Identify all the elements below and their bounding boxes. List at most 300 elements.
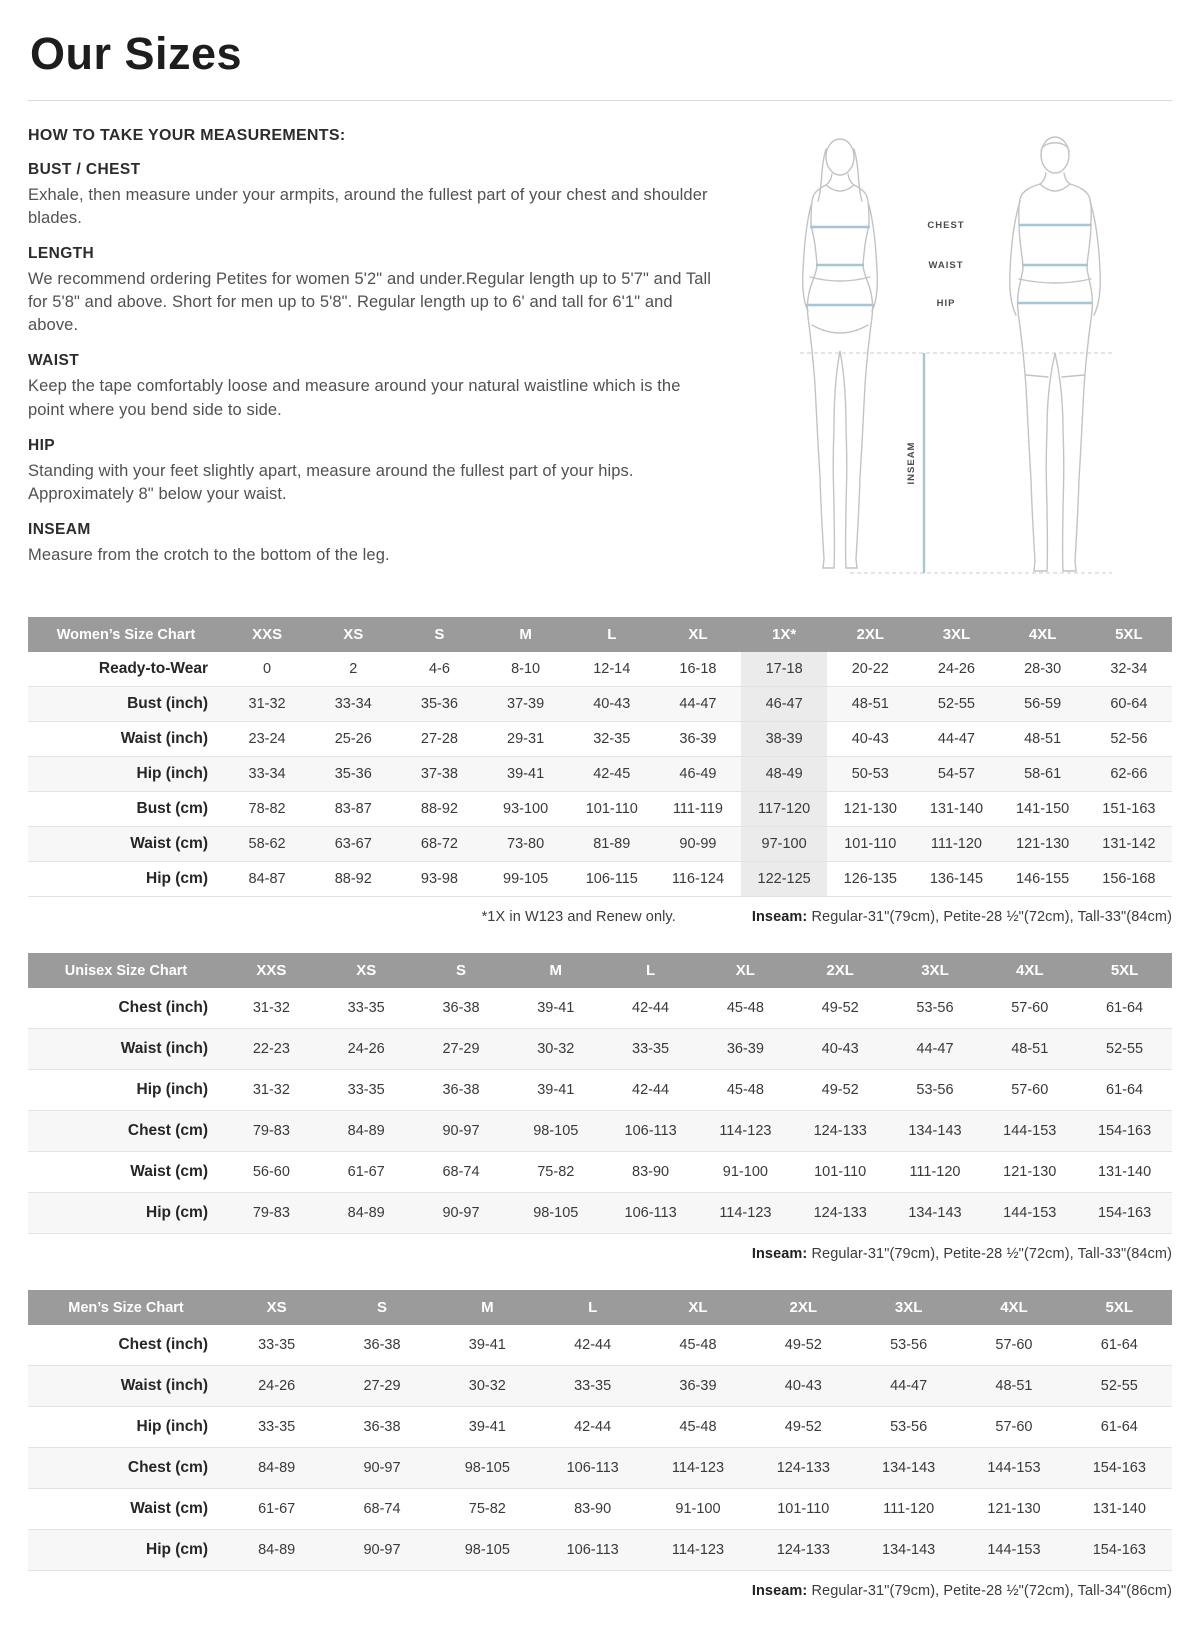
table-header-row xyxy=(28,1290,1172,1325)
size-cell: 31-32 xyxy=(252,1000,290,1016)
table-row xyxy=(28,1366,1172,1407)
column-header: 5XL xyxy=(1067,1290,1172,1325)
one-x-footnote: *1X in W123 and Renew only. xyxy=(481,909,676,925)
size-cell: 144-153 xyxy=(1003,1205,1057,1221)
size-cell: 45-48 xyxy=(679,1337,717,1353)
row-label: Hip (cm) xyxy=(146,870,208,887)
size-cell: 33-35 xyxy=(347,1082,385,1098)
size-cell: 42-44 xyxy=(632,1000,670,1016)
column-header: 4XL xyxy=(1000,617,1086,652)
size-cell: 44-47 xyxy=(937,731,975,747)
size-cell: 42-44 xyxy=(574,1337,612,1353)
size-cell: 90-97 xyxy=(363,1542,401,1558)
column-header: 2XL xyxy=(751,1290,856,1325)
size-cell: 68-74 xyxy=(363,1501,401,1517)
size-cell: 45-48 xyxy=(726,1082,764,1098)
size-cell: 48-51 xyxy=(995,1378,1033,1394)
size-cell: 101-110 xyxy=(844,836,897,852)
column-header: L xyxy=(569,617,655,652)
size-cell: 98-105 xyxy=(533,1205,579,1221)
table-header-row xyxy=(28,617,1172,652)
size-cell: 98-105 xyxy=(464,1542,510,1558)
size-cell: 156-168 xyxy=(1102,871,1156,887)
size-cell: 44-47 xyxy=(890,1378,928,1394)
row-label: Waist (inch) xyxy=(120,730,208,747)
size-cell: 141-150 xyxy=(1016,801,1070,817)
column-header: M xyxy=(435,1290,540,1325)
size-cell: 131-142 xyxy=(1102,836,1156,852)
column-header: XS xyxy=(224,1290,329,1325)
size-cell: 40-43 xyxy=(784,1378,822,1394)
size-cell: 46-49 xyxy=(679,766,717,782)
table-header-row xyxy=(28,953,1172,988)
size-cell: 30-32 xyxy=(468,1378,506,1394)
size-cell: 40-43 xyxy=(851,731,889,747)
column-header: 3XL xyxy=(913,617,999,652)
row-label: Hip (inch) xyxy=(136,1081,208,1098)
size-cell: 49-52 xyxy=(821,1082,859,1098)
size-cell: 61-67 xyxy=(347,1164,385,1180)
size-cell: 48-51 xyxy=(1011,1041,1049,1057)
size-cell: 93-100 xyxy=(503,801,549,817)
size-cell: 68-72 xyxy=(420,836,458,852)
unisex-size-chart-table xyxy=(28,953,1172,1234)
size-cell: 131-140 xyxy=(1097,1164,1152,1180)
table-row xyxy=(28,1111,1172,1152)
column-header: L xyxy=(603,953,698,988)
size-cell: 83-87 xyxy=(334,801,372,817)
section-body: Exhale, then measure under your armpits, around the fullest part of your chest and shoulder blades. xyxy=(28,186,708,228)
size-cell: 53-56 xyxy=(916,1000,954,1016)
size-cell: 24-26 xyxy=(347,1041,385,1057)
column-header: XXS xyxy=(224,617,310,652)
size-cell: 84-87 xyxy=(248,871,286,887)
table-row xyxy=(28,1530,1172,1571)
column-header: XL xyxy=(698,953,793,988)
size-cell: 61-64 xyxy=(1106,1000,1144,1016)
size-cell: 52-55 xyxy=(1100,1378,1138,1394)
size-cell: 121-130 xyxy=(843,801,897,817)
waist-label: WAIST xyxy=(928,260,964,271)
size-cell: 57-60 xyxy=(1011,1082,1049,1098)
size-cell: 20-22 xyxy=(851,661,889,677)
man-figure xyxy=(1009,137,1100,571)
size-cell: 124-133 xyxy=(776,1460,830,1476)
size-cell: 63-67 xyxy=(334,836,372,852)
size-cell: 22-23 xyxy=(252,1041,290,1057)
table-title: Men’s Size Chart xyxy=(28,1290,224,1325)
size-cell: 52-55 xyxy=(937,696,975,712)
row-label: Bust (inch) xyxy=(127,695,208,712)
size-cell: 33-35 xyxy=(347,1000,385,1016)
size-cell: 44-47 xyxy=(916,1041,954,1057)
size-cell: 136-145 xyxy=(929,871,984,887)
size-cell: 39-41 xyxy=(507,766,545,782)
column-header: XXS xyxy=(224,953,319,988)
body-figures-illustration xyxy=(760,127,1150,589)
size-cell: 91-100 xyxy=(675,1501,721,1517)
mens-size-chart-section xyxy=(28,1290,1172,1599)
size-cell: 134-143 xyxy=(882,1460,936,1476)
section-body: Measure from the crotch to the bottom of the leg. xyxy=(28,545,390,564)
size-cell: 8-10 xyxy=(511,661,541,677)
size-cell: 28-30 xyxy=(1024,661,1062,677)
section-title: BUST / CHEST xyxy=(28,161,141,178)
size-cell: 56-60 xyxy=(252,1164,290,1180)
size-cell: 32-34 xyxy=(1110,661,1148,677)
column-header: 3XL xyxy=(856,1290,961,1325)
row-label: Waist (cm) xyxy=(130,1163,208,1180)
womens-size-chart-table xyxy=(28,617,1172,897)
instructions-heading: HOW TO TAKE YOUR MEASUREMENTS: xyxy=(28,127,346,144)
row-label: Hip (inch) xyxy=(136,765,208,782)
table-row xyxy=(28,1325,1172,1366)
size-cell: 61-67 xyxy=(258,1501,296,1517)
size-cell: 44-47 xyxy=(679,696,717,712)
size-cell: 49-52 xyxy=(784,1419,822,1435)
instruction-section-waist xyxy=(28,352,717,421)
size-cell: 40-43 xyxy=(593,696,631,712)
size-cell: 116-124 xyxy=(671,871,725,887)
row-label: Hip (cm) xyxy=(146,1204,208,1221)
column-header: 5XL xyxy=(1077,953,1172,988)
table-row xyxy=(28,792,1172,827)
column-header: XL xyxy=(645,1290,750,1325)
table-row xyxy=(28,1448,1172,1489)
size-cell: 57-60 xyxy=(1011,1000,1049,1016)
size-cell: 39-41 xyxy=(537,1082,575,1098)
size-cell: 33-35 xyxy=(632,1041,670,1057)
table-row xyxy=(28,652,1172,687)
table-row xyxy=(28,1070,1172,1111)
size-cell: 42-44 xyxy=(574,1419,612,1435)
size-cell: 33-35 xyxy=(258,1337,296,1353)
measurement-instructions xyxy=(28,125,737,589)
size-cell: 98-105 xyxy=(464,1460,510,1476)
size-cell: 93-98 xyxy=(420,871,458,887)
size-cell: 124-133 xyxy=(813,1205,867,1221)
unisex-chart-footnotes xyxy=(28,1246,1172,1262)
size-cell: 75-82 xyxy=(468,1501,506,1517)
size-cell: 146-155 xyxy=(1016,871,1070,887)
size-cell: 31-32 xyxy=(248,696,286,712)
size-cell: 124-133 xyxy=(813,1123,867,1139)
size-cell: 33-35 xyxy=(574,1378,612,1394)
size-cell: 45-48 xyxy=(679,1419,717,1435)
section-title: WAIST xyxy=(28,352,80,370)
section-title: LENGTH xyxy=(28,245,95,263)
size-cell: 48-51 xyxy=(851,696,889,712)
section-title: INSEAM xyxy=(28,520,91,538)
hip-label: HIP xyxy=(936,298,956,309)
size-cell: 62-66 xyxy=(1110,766,1148,782)
size-cell: 111-119 xyxy=(672,801,723,817)
table-row xyxy=(28,827,1172,862)
inseam-label: INSEAM xyxy=(905,441,917,485)
size-cell: 101-110 xyxy=(585,801,638,817)
size-cell: 114-123 xyxy=(671,1542,725,1558)
size-cell: 12-14 xyxy=(593,661,631,677)
size-cell: 83-90 xyxy=(632,1164,670,1180)
size-cell: 53-56 xyxy=(890,1337,928,1353)
inseam-footnote: Inseam: Regular-31"(79cm), Petite-28 ½"(72cm), Tall-34"(86cm) xyxy=(751,1583,1172,1599)
size-cell: 24-26 xyxy=(258,1378,296,1394)
section-body: Standing with your feet slightly apart, measure around the fullest part of your hips. Approximately 8" below your waist. xyxy=(28,461,634,503)
size-cell: 97-100 xyxy=(741,827,827,862)
size-cell: 124-133 xyxy=(776,1542,830,1558)
mens-chart-footnotes xyxy=(28,1583,1172,1599)
womens-chart-footnotes xyxy=(28,909,1172,925)
size-cell: 53-56 xyxy=(916,1082,954,1098)
size-cell: 27-29 xyxy=(363,1378,401,1394)
size-cell: 39-41 xyxy=(468,1337,506,1353)
size-cell: 106-113 xyxy=(624,1205,677,1221)
size-cell: 42-44 xyxy=(632,1082,670,1098)
size-cell: 61-64 xyxy=(1100,1419,1138,1435)
size-cell: 56-59 xyxy=(1024,696,1062,712)
column-header: 4XL xyxy=(982,953,1077,988)
size-cell: 84-89 xyxy=(347,1123,385,1139)
size-cell: 53-56 xyxy=(890,1419,928,1435)
column-header: S xyxy=(329,1290,434,1325)
size-cell: 58-61 xyxy=(1024,766,1062,782)
table-row xyxy=(28,687,1172,722)
size-cell: 68-74 xyxy=(442,1164,480,1180)
size-cell: 84-89 xyxy=(258,1542,296,1558)
size-cell: 2 xyxy=(349,661,358,677)
size-cell: 106-113 xyxy=(566,1542,619,1558)
size-cell: 0 xyxy=(263,661,272,677)
row-label: Waist (inch) xyxy=(120,1040,208,1057)
size-cell: 61-64 xyxy=(1106,1082,1144,1098)
size-cell: 50-53 xyxy=(851,766,889,782)
size-cell: 134-143 xyxy=(908,1205,962,1221)
size-cell: 154-163 xyxy=(1092,1542,1146,1558)
size-cell: 84-89 xyxy=(347,1205,385,1221)
table-row xyxy=(28,988,1172,1029)
size-cell: 106-113 xyxy=(566,1460,619,1476)
size-cell: 35-36 xyxy=(420,696,458,712)
instruction-section-length xyxy=(28,245,717,337)
size-cell: 54-57 xyxy=(937,766,975,782)
size-cell: 27-28 xyxy=(420,731,458,747)
size-cell: 73-80 xyxy=(507,836,545,852)
size-cell: 90-97 xyxy=(442,1123,480,1139)
size-cell: 36-38 xyxy=(442,1000,480,1016)
column-header: XS xyxy=(310,617,396,652)
table-row xyxy=(28,1489,1172,1530)
column-header: S xyxy=(396,617,482,652)
size-cell: 83-90 xyxy=(574,1501,612,1517)
size-cell: 35-36 xyxy=(334,766,372,782)
size-cell: 134-143 xyxy=(882,1542,936,1558)
size-cell: 151-163 xyxy=(1102,801,1156,817)
column-header: 5XL xyxy=(1086,617,1172,652)
size-cell: 106-113 xyxy=(624,1123,677,1139)
size-cell: 36-38 xyxy=(442,1082,480,1098)
size-cell: 101-110 xyxy=(814,1164,867,1180)
size-cell: 57-60 xyxy=(995,1419,1033,1435)
row-label: Chest (cm) xyxy=(127,1122,208,1139)
table-row xyxy=(28,757,1172,792)
size-cell: 36-39 xyxy=(679,731,717,747)
column-header: XL xyxy=(655,617,741,652)
size-cell: 114-123 xyxy=(719,1205,772,1221)
table-row xyxy=(28,1029,1172,1070)
size-cell: 114-123 xyxy=(671,1460,725,1476)
size-cell: 144-153 xyxy=(1003,1123,1057,1139)
size-cell: 126-135 xyxy=(843,871,897,887)
unisex-size-chart-section xyxy=(28,953,1172,1262)
size-cell: 111-120 xyxy=(930,836,982,852)
size-cell: 99-105 xyxy=(503,871,549,887)
row-label: Chest (cm) xyxy=(127,1459,208,1476)
column-header: 1X* xyxy=(741,617,827,652)
size-cell: 16-18 xyxy=(679,661,717,677)
size-cell: 121-130 xyxy=(1016,836,1070,852)
column-header: 2XL xyxy=(827,617,913,652)
size-cell: 36-38 xyxy=(363,1419,401,1435)
instruction-section-inseam xyxy=(28,521,717,567)
size-cell: 45-48 xyxy=(726,1000,764,1016)
inseam-footnote: Inseam: Regular-31"(79cm), Petite-28 ½"(72cm), Tall-33"(84cm) xyxy=(751,909,1172,925)
table-title: Unisex Size Chart xyxy=(28,953,224,988)
size-cell: 49-52 xyxy=(784,1337,822,1353)
size-cell: 39-41 xyxy=(468,1419,506,1435)
size-cell: 52-56 xyxy=(1110,731,1148,747)
section-body: We recommend ordering Petites for women 5'2" and under.Regular length up to 5'7" and Tall for 5'8" and above. Short for men up to 5'8". Regular length up to 6' and tall for 6'1" and above. xyxy=(28,270,712,335)
size-cell: 91-100 xyxy=(722,1164,768,1180)
column-header: L xyxy=(540,1290,645,1325)
instruction-section-bust-chest xyxy=(28,161,717,230)
size-cell: 154-163 xyxy=(1097,1205,1152,1221)
size-cell: 23-24 xyxy=(248,731,286,747)
size-cell: 121-130 xyxy=(987,1501,1041,1517)
size-cell: 154-163 xyxy=(1092,1460,1146,1476)
size-cell: 49-52 xyxy=(821,1000,859,1016)
size-cell: 121-130 xyxy=(1003,1164,1057,1180)
size-cell: 131-140 xyxy=(1092,1501,1146,1517)
table-row xyxy=(28,1152,1172,1193)
table-row xyxy=(28,862,1172,897)
size-cell: 78-82 xyxy=(248,801,286,817)
row-label: Chest (inch) xyxy=(118,1336,208,1353)
top-section xyxy=(28,125,1172,589)
chest-label: CHEST xyxy=(927,220,965,231)
size-cell: 90-99 xyxy=(679,836,717,852)
size-cell: 32-35 xyxy=(593,731,631,747)
size-cell: 29-31 xyxy=(507,731,545,747)
size-cell: 114-123 xyxy=(719,1123,772,1139)
size-cell: 33-34 xyxy=(248,766,286,782)
size-cell: 57-60 xyxy=(995,1337,1033,1353)
size-cell: 122-125 xyxy=(741,862,827,897)
size-cell: 60-64 xyxy=(1110,696,1148,712)
measurement-diagram xyxy=(737,125,1172,589)
row-label: Chest (inch) xyxy=(118,999,208,1016)
size-cell: 84-89 xyxy=(258,1460,296,1476)
size-cell: 25-26 xyxy=(334,731,372,747)
size-cell: 37-39 xyxy=(507,696,545,712)
row-label: Waist (cm) xyxy=(130,1500,208,1517)
size-cell: 81-89 xyxy=(593,836,631,852)
size-cell: 101-110 xyxy=(777,1501,830,1517)
section-body: Keep the tape comfortably loose and measure around your natural waistline which is the point where you bend side to side. xyxy=(28,377,681,419)
section-title: HIP xyxy=(28,436,56,454)
size-cell: 52-55 xyxy=(1106,1041,1144,1057)
size-cell: 154-163 xyxy=(1097,1123,1152,1139)
size-cell: 75-82 xyxy=(537,1164,575,1180)
size-cell: 42-45 xyxy=(593,766,631,782)
size-cell: 36-38 xyxy=(363,1337,401,1353)
size-cell: 79-83 xyxy=(252,1123,290,1139)
row-label: Waist (cm) xyxy=(130,835,208,852)
size-cell: 144-153 xyxy=(987,1460,1041,1476)
size-cell: 111-120 xyxy=(883,1501,935,1517)
size-cell: 58-62 xyxy=(248,836,286,852)
size-cell: 33-34 xyxy=(334,696,372,712)
size-cell: 88-92 xyxy=(334,871,372,887)
size-cell: 37-38 xyxy=(420,766,458,782)
column-header: 3XL xyxy=(888,953,983,988)
size-cell: 36-39 xyxy=(726,1041,764,1057)
row-label: Ready-to-Wear xyxy=(98,660,208,677)
size-cell: 79-83 xyxy=(252,1205,290,1221)
size-cell: 88-92 xyxy=(420,801,458,817)
inseam-footnote: Inseam: Regular-31"(79cm), Petite-28 ½"(72cm), Tall-33"(84cm) xyxy=(751,1246,1172,1262)
womens-size-chart-section xyxy=(28,617,1172,925)
size-cell: 106-115 xyxy=(585,871,638,887)
size-cell: 90-97 xyxy=(442,1205,480,1221)
row-label: Hip (inch) xyxy=(136,1418,208,1435)
page-title: Our Sizes xyxy=(30,28,243,79)
table-title: Women’s Size Chart xyxy=(28,617,224,652)
table-row xyxy=(28,1407,1172,1448)
instruction-section-hip xyxy=(28,437,717,506)
column-header: XS xyxy=(319,953,414,988)
size-cell: 38-39 xyxy=(741,722,827,757)
size-cell: 4-6 xyxy=(428,661,450,677)
size-cell: 24-26 xyxy=(937,661,975,677)
column-header: M xyxy=(508,953,603,988)
size-cell: 48-49 xyxy=(741,757,827,792)
size-cell: 36-39 xyxy=(679,1378,717,1394)
column-header: M xyxy=(483,617,569,652)
size-cell: 30-32 xyxy=(537,1041,575,1057)
column-header: S xyxy=(414,953,509,988)
size-cell: 144-153 xyxy=(987,1542,1041,1558)
size-cell: 61-64 xyxy=(1100,1337,1138,1353)
row-label: Waist (inch) xyxy=(120,1377,208,1394)
size-cell: 31-32 xyxy=(252,1082,290,1098)
column-header: 2XL xyxy=(793,953,888,988)
size-cell: 40-43 xyxy=(821,1041,859,1057)
size-cell: 90-97 xyxy=(363,1460,401,1476)
size-cell: 131-140 xyxy=(929,801,984,817)
title-divider xyxy=(28,100,1172,101)
mens-size-chart-table xyxy=(28,1290,1172,1571)
size-cell: 39-41 xyxy=(537,1000,575,1016)
size-cell: 134-143 xyxy=(908,1123,962,1139)
table-row xyxy=(28,722,1172,757)
column-header: 4XL xyxy=(961,1290,1066,1325)
size-cell: 111-120 xyxy=(909,1164,961,1180)
table-row xyxy=(28,1193,1172,1234)
size-cell: 33-35 xyxy=(258,1419,296,1435)
row-label: Hip (cm) xyxy=(146,1541,208,1558)
size-cell: 17-18 xyxy=(741,652,827,687)
size-cell: 117-120 xyxy=(741,792,827,827)
